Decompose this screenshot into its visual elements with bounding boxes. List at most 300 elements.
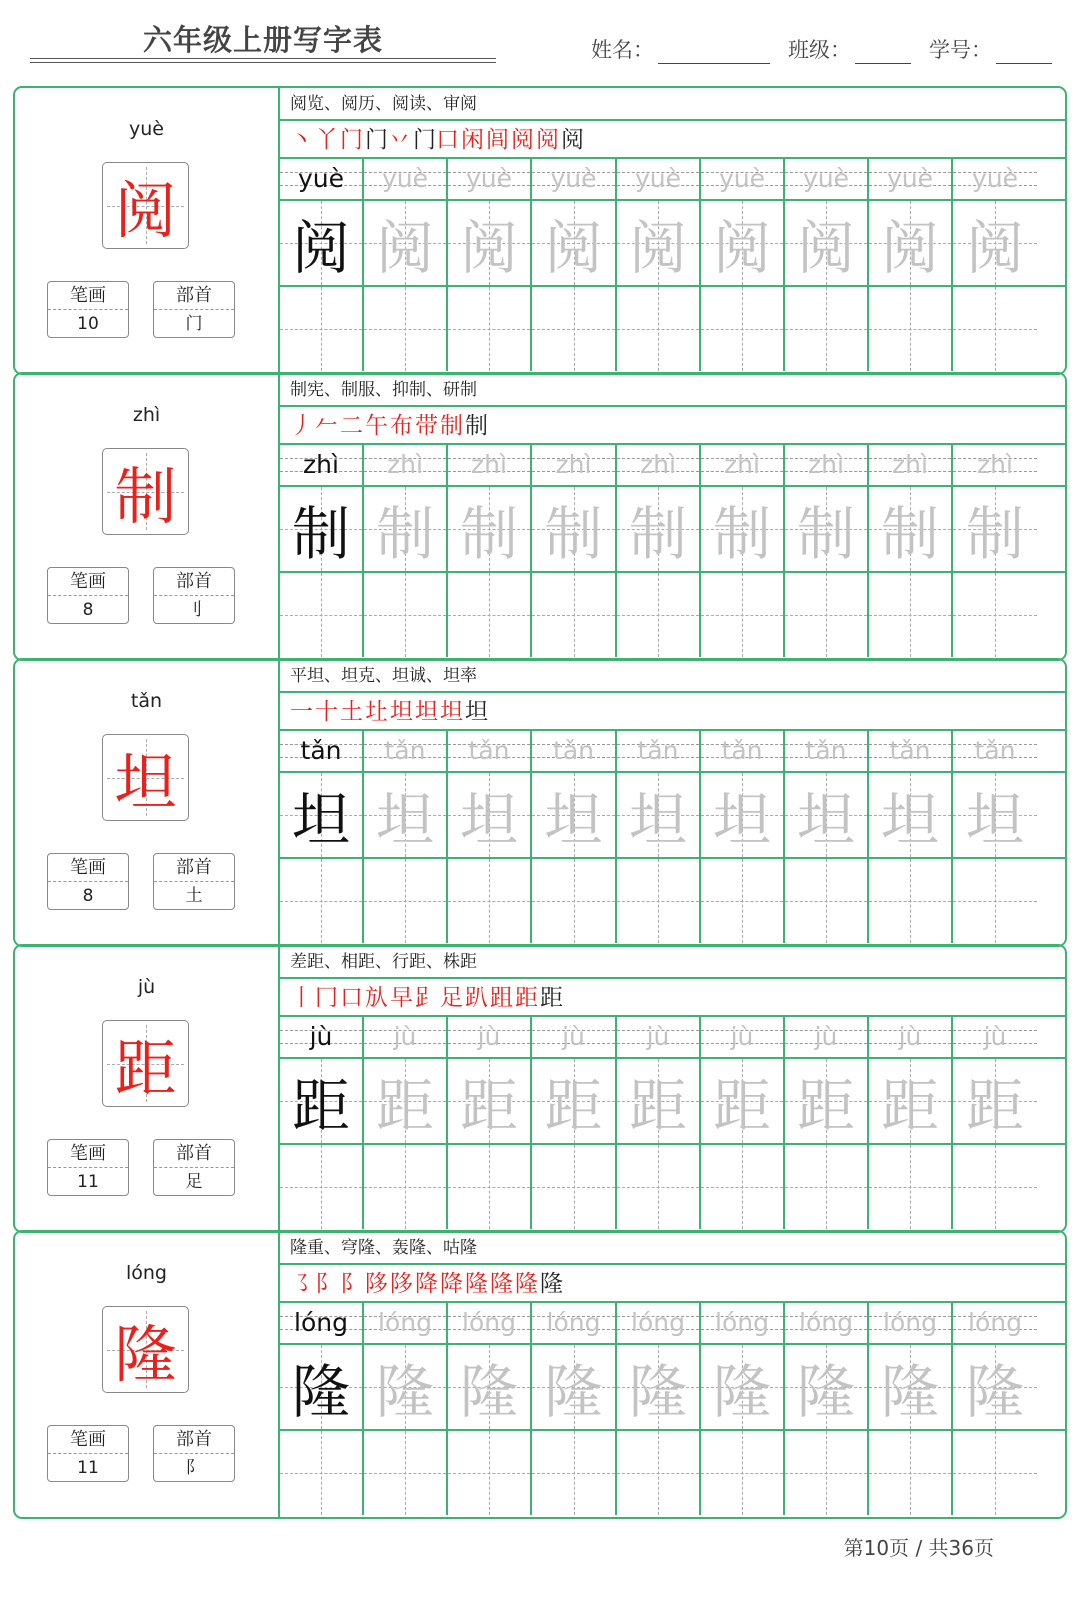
pinyin-cell[interactable] xyxy=(701,731,785,771)
cell-guide-v xyxy=(489,287,490,371)
hanzi-cell[interactable] xyxy=(448,201,532,285)
cell-guide-v xyxy=(995,859,996,943)
hanzi-trace: 隆 xyxy=(796,1358,855,1426)
hanzi-cell[interactable] xyxy=(701,773,785,857)
stroke-step xyxy=(365,409,388,443)
hanzi-cell[interactable] xyxy=(869,773,953,857)
hanzi-trace: 距 xyxy=(544,1072,603,1140)
stroke-count-box xyxy=(47,1425,129,1482)
blank-practice-cell[interactable] xyxy=(364,287,448,371)
stroke-step xyxy=(413,123,459,157)
stroke-count-value: 10 xyxy=(77,314,99,334)
hanzi-cell[interactable] xyxy=(953,1345,1037,1429)
word-list: 阅览、阅历、阅读、审阅 xyxy=(280,88,1065,121)
model-character: 阅 xyxy=(114,174,177,247)
pinyin-cell[interactable] xyxy=(532,731,617,771)
radical-value: 土 xyxy=(185,886,203,906)
pinyin-trace: zhì xyxy=(808,450,844,479)
hanzi-trace: 隆 xyxy=(712,1358,771,1426)
pinyin-cell[interactable] xyxy=(701,1017,785,1057)
blank-practice-cell[interactable] xyxy=(448,1431,532,1515)
pinyin-cell[interactable] xyxy=(617,731,701,771)
stroke-step xyxy=(340,981,363,1015)
blank-practice-cell[interactable] xyxy=(953,1431,1037,1515)
blank-practice-cell[interactable] xyxy=(280,1431,364,1515)
character-card xyxy=(13,658,1067,947)
pinyin-trace: zhì xyxy=(471,450,507,479)
blank-practice-cell[interactable] xyxy=(532,573,617,657)
stroke-step xyxy=(315,123,338,157)
pinyin-trace: tǎn xyxy=(468,736,510,765)
hanzi-cell[interactable] xyxy=(953,201,1037,285)
practice-area xyxy=(280,660,1065,945)
stroke-step-new: 土 xyxy=(340,699,363,725)
model-character: 坦 xyxy=(114,746,177,819)
hanzi-trace: 距 xyxy=(375,1072,434,1140)
pinyin-cell[interactable] xyxy=(280,1017,364,1057)
card-pinyin: zhì xyxy=(132,404,161,426)
pinyin-trace: yuè xyxy=(634,164,682,193)
cell-guide-v xyxy=(742,573,743,657)
hanzi-trace: 坦 xyxy=(965,786,1024,854)
hanzi-cell[interactable] xyxy=(532,1345,617,1429)
cell-guide-v xyxy=(995,1145,996,1229)
pinyin-cell[interactable] xyxy=(869,731,953,771)
pinyin-trace: tǎn xyxy=(889,736,931,765)
hanzi-cell[interactable] xyxy=(869,487,953,571)
radical-box xyxy=(153,1139,235,1196)
hanzi-cell[interactable] xyxy=(448,773,532,857)
cell-guide-v xyxy=(742,287,743,371)
pinyin-trace: jù xyxy=(730,1022,754,1051)
stroke-step-new: 坦 xyxy=(390,699,413,725)
hanzi-cell[interactable] xyxy=(532,773,617,857)
cell-guide-v xyxy=(658,859,659,943)
pinyin-trace: lóng xyxy=(631,1308,685,1337)
stroke-step-new: 丿 xyxy=(290,413,313,439)
name-blank[interactable] xyxy=(658,37,770,64)
cell-guide-v xyxy=(910,1145,911,1229)
blank-practice-cell[interactable] xyxy=(617,287,701,371)
worksheet-header xyxy=(0,0,1080,80)
character-card xyxy=(13,86,1067,375)
title-underline-2 xyxy=(30,62,496,63)
cell-guide-v xyxy=(321,1431,322,1515)
radical-box xyxy=(153,1425,235,1482)
hanzi-cell[interactable] xyxy=(532,1059,617,1143)
blank-practice-cell[interactable] xyxy=(280,573,364,657)
id-field[interactable] xyxy=(929,34,1052,64)
hanzi-cell[interactable] xyxy=(869,1345,953,1429)
stroke-step-new: 隆 xyxy=(490,1271,513,1297)
grid-rule xyxy=(280,1057,1065,1059)
radical-label: 部首 xyxy=(154,1426,234,1454)
stroke-step xyxy=(511,123,534,157)
blank-practice-cell[interactable] xyxy=(448,1145,532,1229)
blank-practice-cell[interactable] xyxy=(532,287,617,371)
page-title: 六年级上册写字表 xyxy=(142,23,383,57)
practice-grid xyxy=(280,731,1065,945)
blank-practice-cell[interactable] xyxy=(785,1431,869,1515)
stroke-step-new: ㇌ xyxy=(290,1271,313,1297)
stroke-step-new: 丨 xyxy=(290,985,313,1011)
cell-guide-v xyxy=(405,573,406,657)
pinyin-trace: lóng xyxy=(799,1308,853,1337)
cell-guide-v xyxy=(995,1431,996,1515)
pinyin-cell[interactable] xyxy=(448,731,532,771)
pinyin-cell[interactable] xyxy=(869,1303,953,1343)
stroke-step xyxy=(365,1267,388,1301)
class-field[interactable] xyxy=(788,34,911,64)
pinyin-cell[interactable] xyxy=(869,159,953,199)
stroke-step xyxy=(390,1267,413,1301)
pinyin-trace: jù xyxy=(562,1022,585,1051)
id-blank[interactable] xyxy=(996,37,1052,64)
title-underline xyxy=(30,58,496,59)
pinyin-cell[interactable] xyxy=(532,1017,617,1057)
pinyin-cell[interactable] xyxy=(953,159,1037,199)
stroke-step xyxy=(415,981,438,1015)
practice-grid xyxy=(280,159,1065,373)
card-info-panel xyxy=(15,374,278,659)
hanzi-trace: 制 xyxy=(375,500,434,568)
pinyin-cell[interactable] xyxy=(785,445,869,485)
blank-practice-cell[interactable] xyxy=(869,1431,953,1515)
pinyin-cell[interactable] xyxy=(532,445,617,485)
stroke-step-new: 降 xyxy=(440,1271,463,1297)
blank-practice-cell[interactable] xyxy=(701,1431,785,1515)
hanzi-cell[interactable] xyxy=(280,1345,364,1429)
blank-practice-cell[interactable] xyxy=(953,859,1037,943)
blank-practice-cell[interactable] xyxy=(364,1431,448,1515)
hanzi-trace: 制 xyxy=(965,500,1024,568)
pinyin-cell[interactable] xyxy=(280,445,364,485)
cell-guide-v xyxy=(489,859,490,943)
pinyin-cell[interactable] xyxy=(280,159,364,199)
card-pinyin: jù xyxy=(137,976,156,998)
stroke-step xyxy=(340,409,363,443)
stroke-step xyxy=(465,409,488,443)
pinyin-trace: zhì xyxy=(303,450,339,479)
radical-box xyxy=(153,567,235,624)
stroke-step xyxy=(486,123,509,157)
pinyin-cell[interactable] xyxy=(617,159,701,199)
pinyin-cell[interactable] xyxy=(364,1017,448,1057)
hanzi-cell[interactable] xyxy=(364,1059,448,1143)
hanzi-cell[interactable] xyxy=(364,1345,448,1429)
blank-practice-cell[interactable] xyxy=(953,573,1037,657)
blank-practice-cell[interactable] xyxy=(364,1145,448,1229)
card-info-panel xyxy=(15,88,278,373)
cell-guide-v xyxy=(574,859,575,943)
pinyin-trace: yuè xyxy=(381,164,429,193)
hanzi-trace: 隆 xyxy=(965,1358,1024,1426)
pinyin-cell[interactable] xyxy=(448,1017,532,1057)
hanzi-cell[interactable] xyxy=(617,773,701,857)
pinyin-trace: lóng xyxy=(294,1308,348,1337)
pinyin-cell[interactable] xyxy=(364,1303,448,1343)
stroke-step xyxy=(390,981,413,1015)
stroke-step-base: 隆 xyxy=(540,1271,563,1297)
stroke-step-base: 阅 xyxy=(561,127,584,153)
pinyin-cell[interactable] xyxy=(448,1303,532,1343)
stroke-step xyxy=(315,409,338,443)
hanzi-cell[interactable] xyxy=(869,201,953,285)
stroke-count-box xyxy=(47,281,129,338)
pinyin-trace: jù xyxy=(477,1022,501,1051)
blank-practice-cell[interactable] xyxy=(280,287,364,371)
blank-practice-cell[interactable] xyxy=(448,573,532,657)
hanzi-trace: 阅 xyxy=(459,214,518,282)
hanzi-cell[interactable] xyxy=(701,201,785,285)
pinyin-trace: yuè xyxy=(297,164,345,193)
stroke-count-label: 笔画 xyxy=(48,568,128,596)
stroke-step xyxy=(440,695,463,729)
hanzi-cell[interactable] xyxy=(364,201,448,285)
blank-practice-cell[interactable] xyxy=(280,1145,364,1229)
blank-practice-cell[interactable] xyxy=(785,1145,869,1229)
blank-practice-cell[interactable] xyxy=(785,287,869,371)
blank-practice-cell[interactable] xyxy=(869,1145,953,1229)
stroke-step xyxy=(415,1267,438,1301)
hanzi-cell[interactable] xyxy=(532,487,617,571)
radical-value: 刂 xyxy=(185,600,203,620)
pinyin-cell[interactable] xyxy=(617,1017,701,1057)
hanzi-trace: 坦 xyxy=(375,786,434,854)
blank-practice-cell[interactable] xyxy=(448,859,532,943)
pinyin-cell[interactable] xyxy=(532,1303,617,1343)
hanzi-cell[interactable] xyxy=(364,487,448,571)
stroke-step-base: 距 xyxy=(540,985,563,1011)
pinyin-trace: lóng xyxy=(462,1308,516,1337)
pinyin-cell[interactable] xyxy=(280,731,364,771)
model-character: 隆 xyxy=(114,1318,177,1391)
stroke-step-new: 口 xyxy=(436,127,459,153)
character-box xyxy=(102,448,189,535)
hanzi-cell[interactable] xyxy=(785,487,869,571)
character-card xyxy=(13,944,1067,1233)
hanzi-cell[interactable] xyxy=(364,773,448,857)
pinyin-cell[interactable] xyxy=(364,445,448,485)
hanzi-cell[interactable] xyxy=(785,1345,869,1429)
hanzi-cell[interactable] xyxy=(953,487,1037,571)
blank-practice-cell[interactable] xyxy=(617,1145,701,1229)
hanzi-trace: 阅 xyxy=(544,214,603,282)
blank-practice-cell[interactable] xyxy=(532,859,617,943)
pinyin-trace: lóng xyxy=(883,1308,937,1337)
pinyin-trace: lóng xyxy=(546,1308,601,1337)
blank-practice-cell[interactable] xyxy=(532,1431,617,1515)
hanzi-cell[interactable] xyxy=(280,773,364,857)
hanzi-cell[interactable] xyxy=(953,773,1037,857)
stroke-step xyxy=(515,1267,538,1301)
blank-practice-cell[interactable] xyxy=(953,287,1037,371)
cell-guide-v xyxy=(995,573,996,657)
stroke-step-new: 足 xyxy=(440,985,463,1011)
pinyin-cell[interactable] xyxy=(364,731,448,771)
cell-guide-v xyxy=(826,1145,827,1229)
pinyin-cell[interactable] xyxy=(785,159,869,199)
pinyin-cell[interactable] xyxy=(364,159,448,199)
hanzi-cell[interactable] xyxy=(785,1059,869,1143)
stroke-count-value: 11 xyxy=(77,1172,99,1192)
pinyin-cell[interactable] xyxy=(701,159,785,199)
pinyin-cell[interactable] xyxy=(953,445,1037,485)
cell-guide-v xyxy=(826,859,827,943)
stroke-count-value: 11 xyxy=(77,1458,99,1478)
stroke-count-label: 笔画 xyxy=(48,1426,128,1454)
pinyin-trace: tǎn xyxy=(805,736,847,765)
hanzi-cell[interactable] xyxy=(785,773,869,857)
word-list: 隆重、穹隆、轰隆、咕隆 xyxy=(280,1232,1065,1265)
hanzi-trace: 阅 xyxy=(796,214,855,282)
hanzi-cell[interactable] xyxy=(953,1059,1037,1143)
stroke-step-new: 十 xyxy=(315,699,338,725)
stroke-step xyxy=(540,1267,563,1301)
pinyin-cell[interactable] xyxy=(448,159,532,199)
radical-box xyxy=(153,281,235,338)
hanzi-cell[interactable] xyxy=(785,201,869,285)
stroke-step-new: 阝 xyxy=(340,1271,363,1297)
hanzi-trace: 坦 xyxy=(459,786,518,854)
blank-practice-cell[interactable] xyxy=(280,859,364,943)
hanzi-trace: 坦 xyxy=(291,786,350,854)
hanzi-trace: 坦 xyxy=(628,786,687,854)
blank-practice-cell[interactable] xyxy=(701,1145,785,1229)
stroke-step xyxy=(540,981,563,1015)
blank-practice-cell[interactable] xyxy=(869,859,953,943)
pinyin-trace: zhì xyxy=(724,450,760,479)
radical-label: 部首 xyxy=(154,854,234,882)
hanzi-cell[interactable] xyxy=(448,487,532,571)
blank-practice-cell[interactable] xyxy=(701,859,785,943)
blank-practice-cell[interactable] xyxy=(532,1145,617,1229)
radical-label: 部首 xyxy=(154,282,234,310)
character-box xyxy=(102,1020,189,1107)
pinyin-cell[interactable] xyxy=(617,445,701,485)
hanzi-cell[interactable] xyxy=(701,1059,785,1143)
cell-guide-v xyxy=(658,1145,659,1229)
stroke-order-row xyxy=(280,695,1065,731)
pinyin-cell[interactable] xyxy=(953,731,1037,771)
blank-practice-cell[interactable] xyxy=(617,859,701,943)
stroke-step-new: 㫃 xyxy=(365,985,388,1011)
pinyin-trace: tǎn xyxy=(637,736,679,765)
blank-practice-cell[interactable] xyxy=(448,287,532,371)
blank-practice-cell[interactable] xyxy=(785,573,869,657)
practice-grid xyxy=(280,1017,1065,1231)
card-info-panel xyxy=(15,660,278,945)
stroke-step-new: 午 xyxy=(365,413,388,439)
stroke-step xyxy=(440,409,463,443)
pinyin-cell[interactable] xyxy=(953,1017,1037,1057)
pinyin-cell[interactable] xyxy=(953,1303,1037,1343)
stroke-step xyxy=(340,123,363,157)
hanzi-cell[interactable] xyxy=(532,201,617,285)
pinyin-cell[interactable] xyxy=(448,445,532,485)
blank-practice-cell[interactable] xyxy=(869,573,953,657)
pinyin-cell[interactable] xyxy=(617,1303,701,1343)
hanzi-cell[interactable] xyxy=(617,1059,701,1143)
hanzi-cell[interactable] xyxy=(617,487,701,571)
hanzi-cell[interactable] xyxy=(448,1345,532,1429)
pinyin-cell[interactable] xyxy=(785,1303,869,1343)
pinyin-trace: jù xyxy=(898,1022,922,1051)
stroke-step-new: 隆 xyxy=(465,1271,488,1297)
pinyin-cell[interactable] xyxy=(701,445,785,485)
stroke-step-new: 降 xyxy=(415,1271,438,1297)
hanzi-cell[interactable] xyxy=(701,1345,785,1429)
pinyin-trace: tǎn xyxy=(300,736,342,765)
blank-practice-cell[interactable] xyxy=(364,859,448,943)
stroke-step xyxy=(390,409,413,443)
hanzi-cell[interactable] xyxy=(280,1059,364,1143)
pinyin-cell[interactable] xyxy=(280,1303,364,1343)
blank-practice-cell[interactable] xyxy=(701,573,785,657)
blank-practice-cell[interactable] xyxy=(617,1431,701,1515)
stroke-count-label: 笔画 xyxy=(48,1140,128,1168)
hanzi-cell[interactable] xyxy=(280,487,364,571)
hanzi-cell[interactable] xyxy=(869,1059,953,1143)
stroke-step xyxy=(315,695,338,729)
hanzi-cell[interactable] xyxy=(617,201,701,285)
blank-practice-cell[interactable] xyxy=(701,287,785,371)
pinyin-cell[interactable] xyxy=(785,1017,869,1057)
pinyin-cell[interactable] xyxy=(701,1303,785,1343)
character-box xyxy=(102,734,189,821)
cell-guide-v xyxy=(574,1431,575,1515)
stroke-count-label: 笔画 xyxy=(48,282,128,310)
blank-practice-cell[interactable] xyxy=(869,287,953,371)
hanzi-cell[interactable] xyxy=(280,201,364,285)
hanzi-cell[interactable] xyxy=(701,487,785,571)
pinyin-cell[interactable] xyxy=(785,731,869,771)
stroke-order-row xyxy=(280,981,1065,1017)
hanzi-trace: 制 xyxy=(544,500,603,568)
blank-practice-cell[interactable] xyxy=(785,859,869,943)
card-info-panel xyxy=(15,1232,278,1517)
cell-guide-v xyxy=(658,287,659,371)
card-info-panel xyxy=(15,946,278,1231)
blank-practice-cell[interactable] xyxy=(617,573,701,657)
hanzi-cell[interactable] xyxy=(448,1059,532,1143)
hanzi-cell[interactable] xyxy=(617,1345,701,1429)
stroke-step xyxy=(340,1267,363,1301)
pinyin-cell[interactable] xyxy=(869,445,953,485)
grid-rule xyxy=(280,485,1065,487)
name-field[interactable] xyxy=(591,34,770,64)
stroke-step-new: 𧾷 xyxy=(415,985,438,1011)
blank-practice-cell[interactable] xyxy=(364,573,448,657)
hanzi-trace: 隆 xyxy=(544,1358,603,1426)
pinyin-trace: lóng xyxy=(715,1308,769,1337)
hanzi-trace: 距 xyxy=(628,1072,687,1140)
blank-practice-cell[interactable] xyxy=(953,1145,1037,1229)
class-blank[interactable] xyxy=(855,37,911,64)
hanzi-trace: 阅 xyxy=(965,214,1024,282)
cell-guide-v xyxy=(321,287,322,371)
card-pinyin: yuè xyxy=(129,118,164,140)
cell-guide-v xyxy=(405,859,406,943)
pinyin-cell[interactable] xyxy=(869,1017,953,1057)
card-pinyin: lóng xyxy=(125,1262,167,1284)
stroke-step-new: 二 xyxy=(340,413,363,439)
pinyin-cell[interactable] xyxy=(532,159,617,199)
stroke-count-box xyxy=(47,1139,129,1196)
cell-guide-v xyxy=(321,1145,322,1229)
cell-guide-v xyxy=(826,287,827,371)
stroke-step xyxy=(440,981,463,1015)
